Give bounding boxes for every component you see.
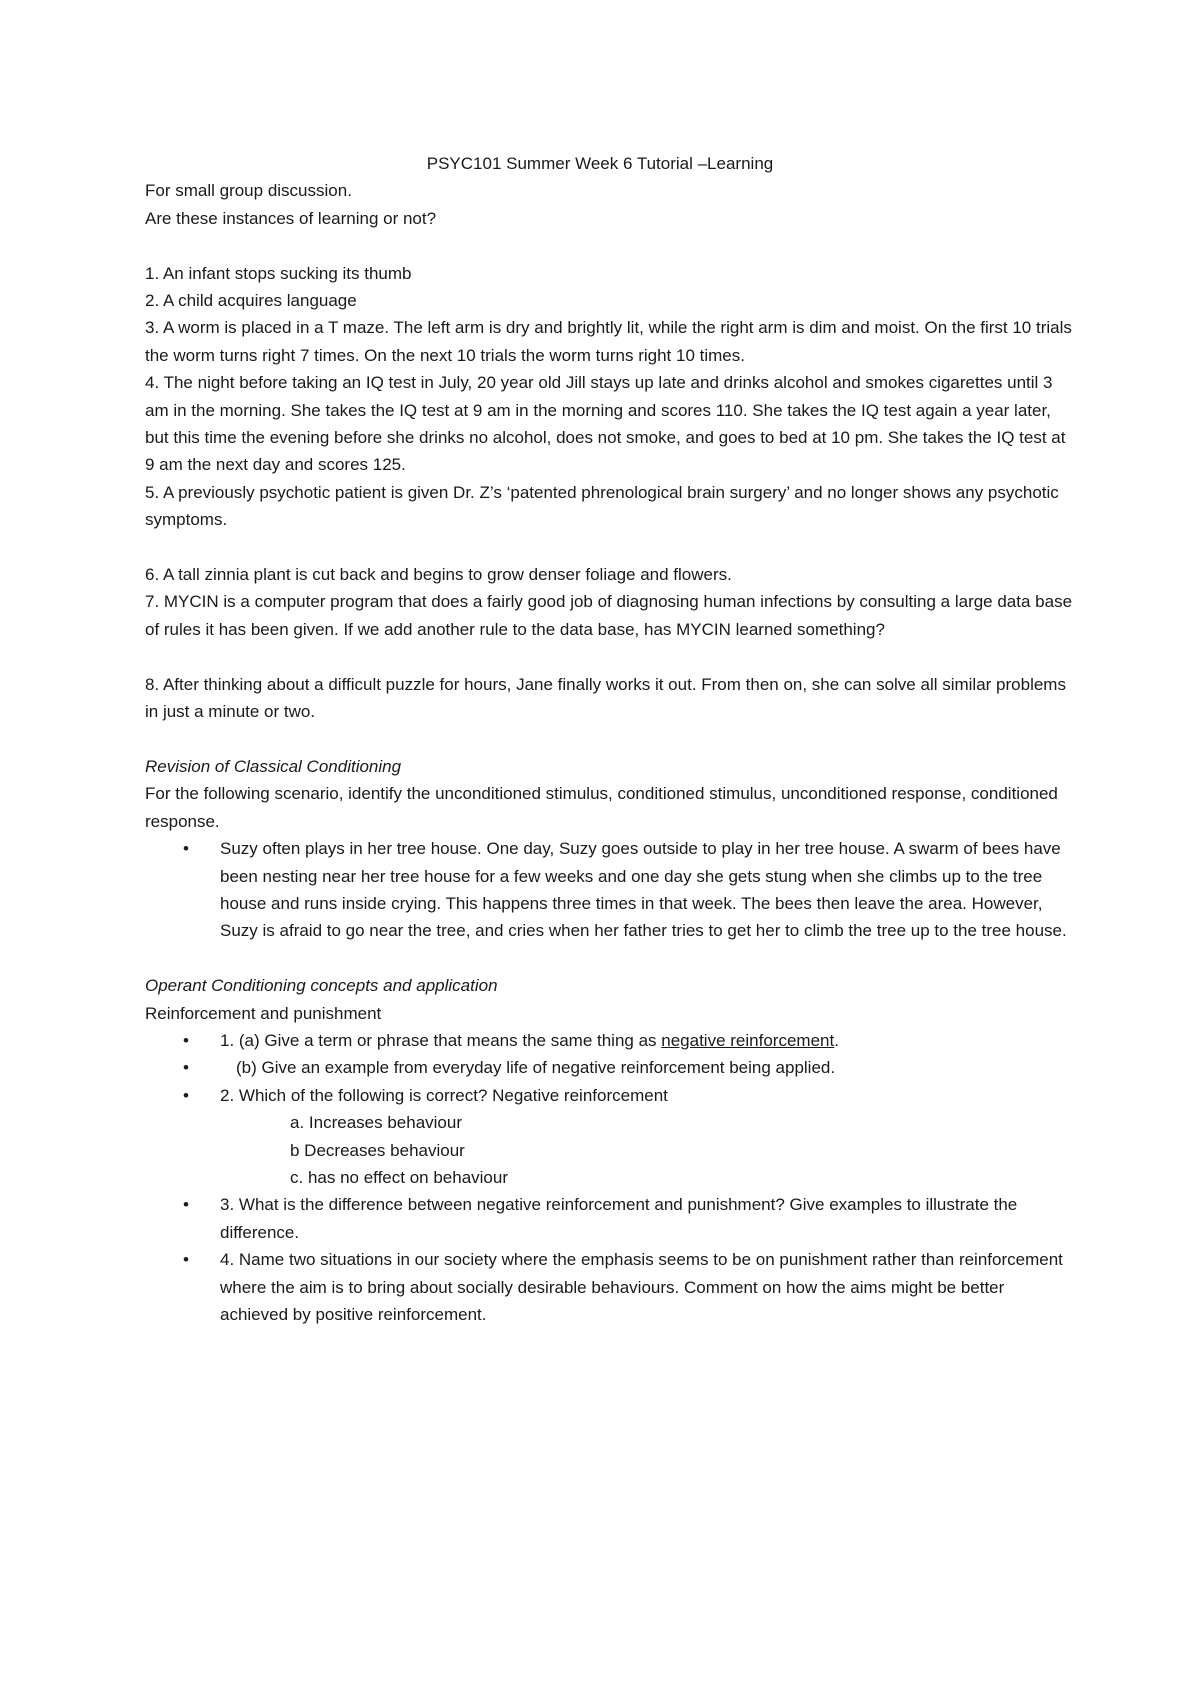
option-a: a. Increases behaviour — [290, 1113, 462, 1133]
question-3: • 3. What is the difference between negative reinforcement and punishment? Give examples to illustrate the difference. — [145, 1191, 1075, 1246]
option-c: c. has no effect on behaviour — [290, 1167, 509, 1187]
option-b: b Decreases behaviour — [290, 1140, 465, 1160]
document-body — [145, 150, 1075, 1328]
question-1b-text: (b) Give an example from everyday life of negative reinforcement being applied. — [236, 1058, 836, 1078]
question-2-text: • 2. Which of the following is correct? Negative reinforcement — [220, 1085, 668, 1105]
list-item: 6. A tall zinnia plant is cut back and begins to grow denser foliage and flowers. — [145, 565, 732, 585]
question-1a-end: . — [834, 1030, 839, 1050]
operant-bullet-list — [145, 1027, 1075, 1109]
list-item: 5. A previously psychotic patient is given Dr. Z’s ‘patented phrenological brain surgery’ and no longer shows any psychotic symptoms. — [145, 482, 1059, 530]
intro-line: For small group discussion. — [145, 181, 352, 201]
underlined-term: negative reinforcement — [661, 1030, 835, 1050]
classical-prompt: For the following scenario, identify the unconditioned stimulus, conditioned stimulus, unconditioned response, conditioned response. — [145, 784, 1058, 831]
classical-scenario: • Suzy often plays in her tree house. One day, Suzy goes outside to play in her tree house. A swarm of bees have been nesting near her tree house for a few weeks and one day she gets stung when she climbs up to the tree house and runs inside crying. This happens three times in that week. The bees then leave the area. However, Suzy is afraid to go near the tree, and cries when her father tries to get her to climb the tree up to the tree house. — [145, 835, 1075, 945]
page-title: PSYC101 Summer Week 6 Tutorial –Learning — [426, 154, 774, 173]
list-item: 7. MYCIN is a computer program that does a fairly good job of diagnosing human infections by consulting a large data base of rules it has been given. If we add another rule to the data base, has MYCIN learned something? — [145, 592, 1073, 639]
question-1a — [145, 1027, 1075, 1054]
list-item: 2. A child acquires language — [145, 291, 357, 311]
question-1a-text: 1. (a) Give a term or phrase that means the same thing as — [220, 1030, 662, 1050]
list-item: 1. An infant stops sucking its thumb — [145, 263, 412, 283]
intro-question: Are these instances of learning or not? — [145, 208, 437, 228]
operant-bullet-list-2 — [145, 1191, 1075, 1328]
question-4: • 4. Name two situations in our society where the emphasis seems to be on punishment rather than reinforcement where the aim is to bring about socially desirable behaviours. Comment on how the aims might be better achieved by positive reinforcement. — [145, 1246, 1075, 1328]
question-2 — [145, 1082, 1075, 1109]
list-item: 4. The night before taking an IQ test in July, 20 year old Jill stays up late and drinks alcohol and smokes cigarettes until 3 am in the morning. She takes the IQ test at 9 am in the morning and scores 110. She takes the IQ test again a year later, but this time the evening before she drinks no alcohol, does not smoke, and goes to bed at 10 pm. She takes the IQ test at 9 am the next day and scores 125. — [145, 373, 1066, 475]
list-item: 3. A worm is placed in a T maze. The left arm is dry and brightly lit, while the right arm is dim and moist. On the first 10 trials the worm turns right 7 times. On the next 10 trials the worm turns right 10 times. — [145, 318, 1072, 365]
question-1b — [145, 1054, 1075, 1081]
classical-bullet-list — [145, 835, 1075, 945]
list-item: 8. After thinking about a difficult puzzle for hours, Jane finally works it out. From then on, she can solve all similar problems in just a minute or two. — [145, 674, 1066, 722]
operant-subheading: Reinforcement and punishment — [145, 1003, 382, 1023]
section-heading-classical: Revision of Classical Conditioning — [145, 756, 402, 776]
section-heading-operant: Operant Conditioning concepts and application — [145, 976, 498, 996]
